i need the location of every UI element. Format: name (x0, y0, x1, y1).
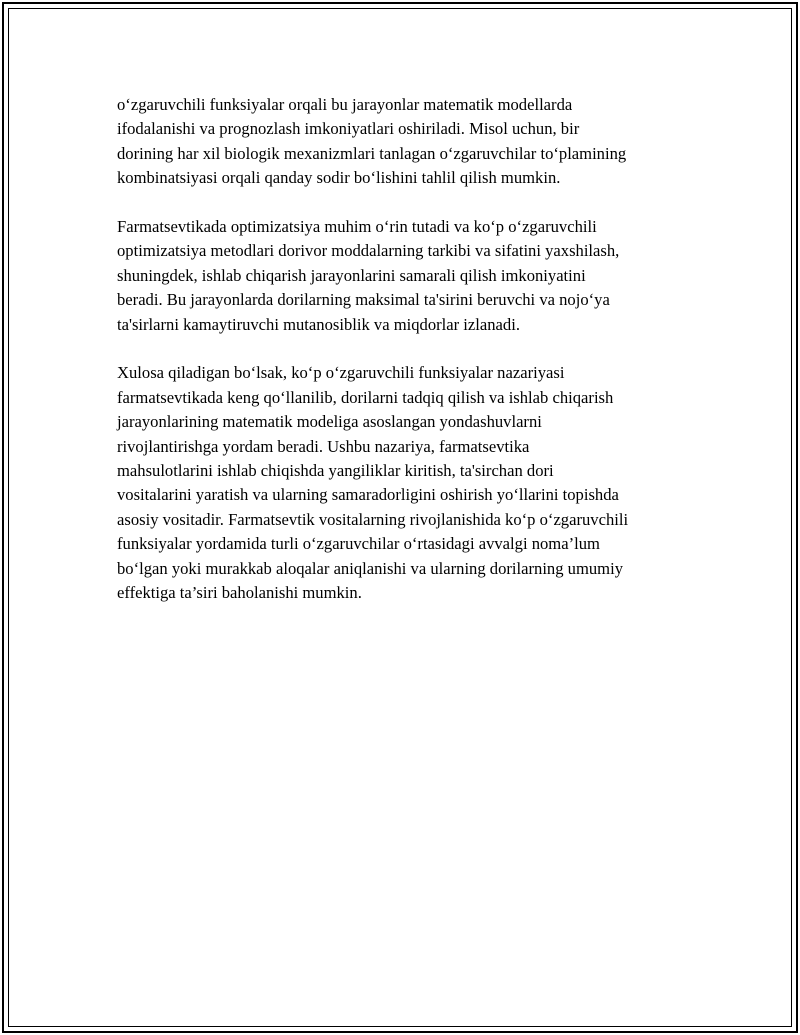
paragraph-2: Farmatsevtikada optimizatsiya muhim o‘rin tutadi va ko‘p o‘zgaruvchili optimizatsiya metodlari dorivor moddalarning tarkibi va sifatini yaxshilash, shuningdek, ishlab chiqarish jarayonlarini samarali qilish imkoniyatini beradi. Bu jarayonlarda dorilarning maksimal ta'sirini beruvchi va nojo‘ya ta'sirlarni kamaytiruvchi mutanosiblik va miqdorlar izlanadi. (117, 217, 620, 334)
paragraph-3: Xulosa qiladigan bo‘lsak, ko‘p o‘zgaruvchili funksiyalar nazariyasi farmatsevtikada keng qo‘llanilib, dorilarni tadqiq qilish va ishlab chiqarish jarayonlarining matematik modeliga asoslangan yondashuvlarni rivojlantirishga yordam beradi. Ushbu nazariya, farmatsevtika mahsulotlarini ishlab chiqishda yangiliklar kiritish, ta'sirchan dori vositalarini yaratish va ularning samaradorligini oshirish yo‘llarini topishda asosiy vositadir. Farmatsevtik vositalarning rivojlanishida ko‘p o‘zgaruvchili funksiyalar yordamida turli o‘zgaruvchilar o‘rtasidagi avvalgi noma’lum bo‘lgan yoki murakkab aloqalar aniqlanishi va ularning dorilarning umumiy effektiga ta’siri baholanishi mumkin. (117, 363, 629, 603)
document-body (117, 93, 692, 630)
paragraph-1: o‘zgaruvchili funksiyalar orqali bu jarayonlar matematik modellarda ifodalanishi va prognozlash imkoniyatlari oshiriladi. Misol uchun, bir dorining har xil biologik mexanizmlari tanlagan o‘zgaruvchilar to‘plamining kombinatsiyasi orqali qanday sodir bo‘lishini tahlil qilish mumkin. (117, 95, 627, 188)
